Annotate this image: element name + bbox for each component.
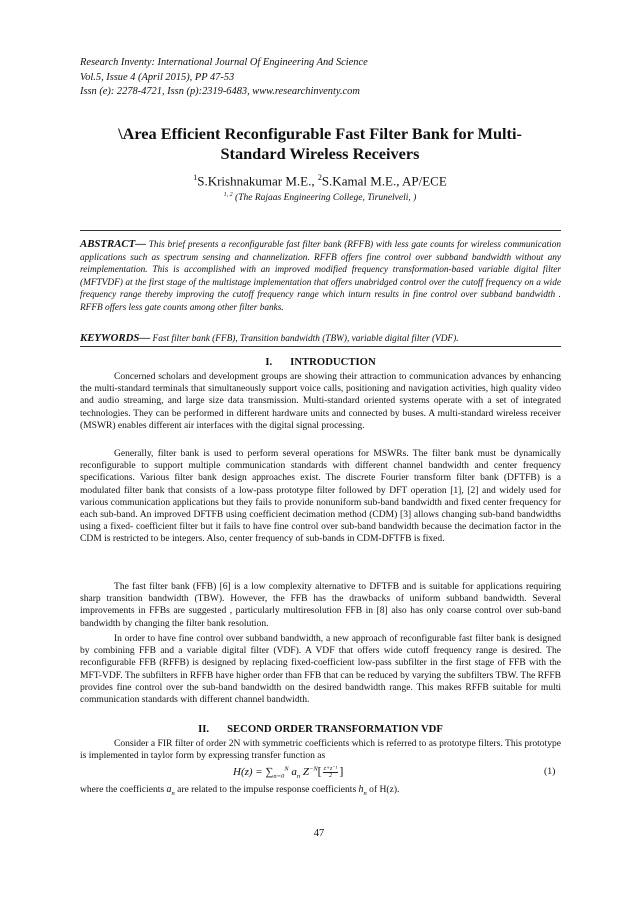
section2-number: II. [198, 723, 210, 735]
author2-name: S.Kamal M.E., AP/ECE [321, 173, 447, 189]
title-line-1: \Area Efficient Reconfigurable Fast Filter Bank for Multi- [118, 124, 522, 143]
keywords [80, 332, 561, 345]
where-coeff-h: h [358, 784, 364, 795]
where-coeff-h-sub: n [363, 789, 367, 797]
journal-issn: Issn (e): 2278-4721, Issn (p):2319-6483, www.researchinventy.com [80, 86, 360, 97]
where-text-2: are related to the impulse response coefficients [174, 784, 359, 795]
author1-superscript: 1 [193, 173, 198, 182]
section-heading-vdf [80, 723, 561, 735]
title-line-2: Standard Wireless Receivers [220, 144, 420, 163]
author-list [80, 170, 560, 189]
page-number: 47 [313, 828, 325, 839]
abstract-text: This brief presents a reconfigurable fast filter bank (RFFB) with less gate counts for wireless communication applications such as spectrum sensing and channelization. RFFB offers fine control over subband bandwidth without any reimplementation. This is accomplished with an improved modified frequency transformation-based variable digital filter (MFTVDF) at the first stage of the multistage implementation that offers unabridged control over the cutoff frequency on a wide frequency range thereby improving the cutoff frequency range which inturn results in fine control over subband bandwidth . RFFB offers less gate counts among other filter banks. [80, 240, 561, 313]
sum-upper: N [284, 765, 289, 773]
journal-volume: Vol.5, Issue 4 (April 2015), PP 47-53 [80, 71, 235, 83]
keywords-bottom-rule [80, 346, 561, 347]
keywords-label: KEYWORDS— [80, 332, 151, 344]
equation-number: (1) [544, 766, 556, 777]
affiliation-text: (The Rajaas Engineering College, Tirunelveli, ) [235, 193, 417, 204]
affiliation-superscript: 1, 2 [223, 192, 233, 198]
bracket-close: ] [339, 764, 344, 778]
equation-lhs: H(z) = [233, 766, 266, 778]
equation-1 [233, 764, 343, 780]
sum-lower: n=0 [273, 773, 285, 781]
journal-name: Research Inventy: International Journal Of Engineering And Science [80, 57, 368, 68]
fraction-denominator: 2 [329, 772, 333, 779]
coeff-subscript: n [296, 773, 301, 781]
section1-title: INTRODUCTION [290, 356, 376, 368]
section-heading-introduction [80, 356, 561, 368]
where-coeff-a-sub: n [171, 789, 175, 797]
paper-title [80, 124, 560, 164]
section2-title: SECOND ORDER TRANSFORMATION VDF [227, 723, 443, 735]
intro-paragraph-4: In order to have fine control over subband bandwidth, a new approach of reconfigurable fast filter bank is designed by combining FFB and a variable digital filter (VDF). A VDF that offers wide cutoff frequency range is desired. The reconfigurable FFB (RFFB) is designed by replacing fixed-coefficient low-pass subfilter in the first stage of FFB with the MFT-VDF. The subfilters in RFFB have higher order than FFB that can be reduced by varying the subfilters TBW. The RFFB provides fine control over the sub-band bandwidth on the desired bandwidth range. This makes RFFB suitable for multi communication standards with different channel bandwidth. [80, 633, 561, 706]
bracket-open: [ [317, 764, 322, 778]
abstract-top-rule [80, 230, 561, 231]
fraction [323, 766, 339, 779]
where-text-3: of H(z). [366, 784, 400, 795]
vdf-paragraph-1: Consider a FIR filter of order 2N with symmetric coefficients which is referred to as prototype filters. This prototype is implemented in taylor form by expressing transfer function as [80, 738, 561, 762]
coeff-term: a [288, 766, 297, 778]
intro-paragraph-3: The fast filter bank (FFB) [6] is a low complexity alternative to DFTFB and is suitable for applications requiring sharp transition bandwidth (TBW). However, the FFB has the drawbacks of uniform subband bandwidth. Several improvements in FFBs are suggested , particularly multiresolution FFB in [8] also has only coarse control over sub-band bandwidth by changing the filter bank resolution. [80, 581, 561, 629]
affiliation [80, 192, 560, 203]
fraction-numerator: z+z⁻¹ [323, 765, 338, 772]
where-coeff-a: a [166, 784, 172, 795]
section1-number: I. [265, 356, 273, 368]
abstract [80, 238, 561, 315]
journal-header [80, 56, 560, 100]
keywords-text: Fast filter bank (FFB), Transition bandwidth (TBW), variable digital filter (VDF). [150, 334, 459, 344]
z-term: Z [300, 766, 309, 778]
where-text-1: where the coefficients [80, 784, 167, 795]
author1-name: S.Krishnakumar M.E., [197, 173, 318, 189]
author2-superscript: 2 [317, 173, 322, 182]
z-exponent: −N [308, 765, 318, 773]
where-sentence [80, 784, 561, 797]
sum-symbol: ∑ [265, 766, 274, 778]
intro-paragraph-1: Concerned scholars and development groups are showing their attraction to communication advances by enhancing the multi-standard terminals that simultaneously support voice calls, positioning and navigation activities, high quality video and audio streaming, and large size data transmission. Multi-standard oriented systems operate with a set of integrated technologies. They can be performed in different hardware units and connected by buses. A multi-standard wireless receiver (MSWR) enables different air interfaces with the digital signal processing. [80, 371, 561, 431]
abstract-label: ABSTRACT— [80, 238, 146, 250]
intro-paragraph-2: Generally, filter bank is used to perform several operations for MSWRs. The filter bank must be dynamically reconfigurable to support multiple communication standards with different channel bandwidth and center frequency specifications. Various filter bank design approaches exist. The discrete Fourier transform filter bank (DFTFB) is a modulated filter bank that consists of a low-pass prototype filter followed by DFT operation [1], [2] and widely used for various communication applications but they fails to provide nonuniform sub-band bandwidth and fixed center frequency for each sub-band. An improved DFTFB using coefficient decimation method (CDM) [3] allows changing sub-band bandwidths using a fixed- coefficient filter but it fails to have fine control over sub-band bandwidth because the decimation factor in the CDM is restricted to be integers. Also, center frequency of sub-bands in CDM-DFTFB is fixed. [80, 448, 561, 545]
